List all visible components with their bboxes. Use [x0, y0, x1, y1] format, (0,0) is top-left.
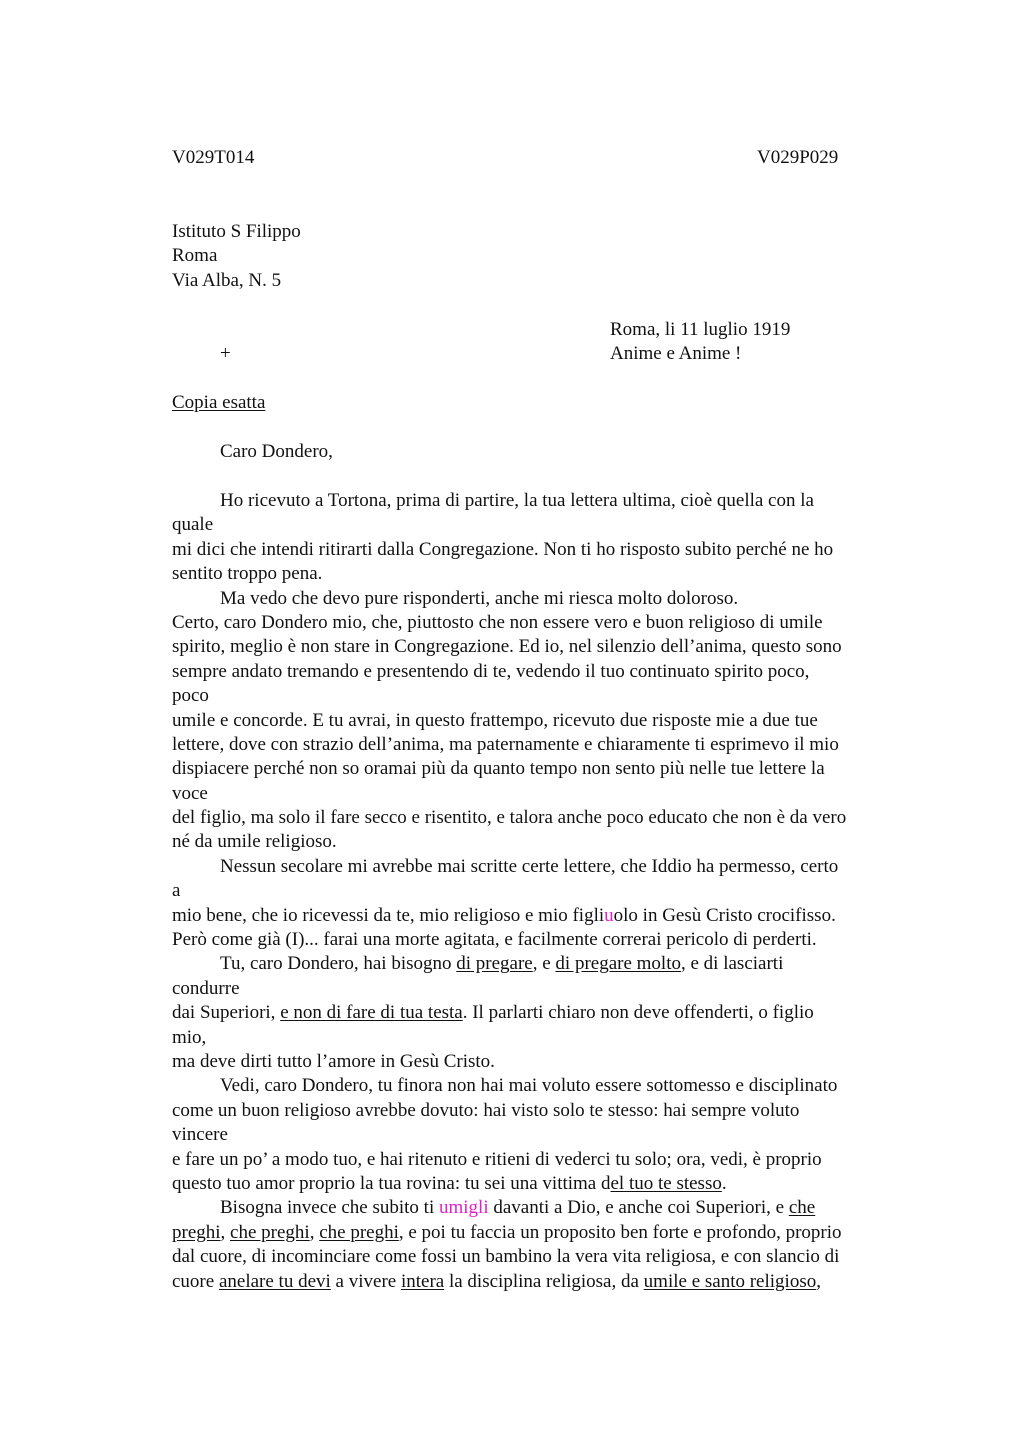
copy-note: Copia esatta — [172, 392, 266, 413]
body-line: Ho ricevuto a Tortona, prima di partire, la tua lettera ultima, cioè quella con la — [220, 490, 814, 511]
body-line: quale — [172, 514, 214, 536]
underlined-phrase: intera — [400, 1270, 445, 1292]
body-line: Certo, caro Dondero mio, che, piuttosto che non essere vero e buon religioso di umile — [172, 611, 823, 633]
body-line: vincere — [172, 1124, 228, 1146]
text-run: , e — [532, 953, 556, 975]
body-line — [172, 1196, 912, 1220]
text-run: , — [816, 1270, 821, 1292]
body-line: voce — [172, 782, 208, 804]
body-line: Vedi, caro Dondero, tu finora non hai mai voluto essere sottomesso e disciplinato — [220, 1075, 838, 1097]
underlined-phrase: di pregare molto — [555, 953, 681, 975]
letter-motto: Anime e Anime ! — [610, 343, 742, 364]
body-line: Ma vedo che devo pure risponderti, anche mi riesca molto doloroso. — [220, 587, 739, 609]
text-run: Tu, caro Dondero, hai bisogno — [220, 953, 457, 975]
text-run: . — [721, 1172, 727, 1194]
text-run: Bisogna invece che subito ti — [220, 1197, 439, 1219]
text-run: , — [309, 1221, 320, 1243]
body-line: mi dici che intendi ritirarti dalla Congregazione. Non ti ho risposto subito perché ne ho — [172, 538, 834, 560]
body-line: Però come già (I)... farai una morte agitata, e facilmente correrai pericolo di perderti. — [172, 929, 817, 951]
body-line — [172, 1172, 912, 1196]
underlined-phrase: e non di fare di tua testa — [280, 1002, 463, 1024]
text-run: mio bene, che io ricevessi da te, mio religioso e mio figli — [172, 904, 605, 926]
underlined-phrase: el tuo te stesso — [610, 1172, 722, 1194]
underlined-phrase: umile e santo religioso — [643, 1270, 817, 1292]
body-line: del figlio, ma solo il fare secco e risentito, e talora anche poco educato che non è da vero — [172, 807, 847, 829]
letter-date: Roma, li 11 luglio 1919 — [610, 319, 791, 340]
body-line: umile e concorde. E tu avrai, in questo frattempo, ricevuto due risposte mie a due tue — [172, 709, 818, 731]
body-line: e fare un po’ a modo tuo, e hai ritenuto e ritieni di vederci tu solo; ora, vedi, è proprio — [172, 1148, 822, 1170]
body-line: mio, — [172, 1026, 207, 1048]
body-line — [172, 1270, 912, 1294]
sender-name: Istituto S Filippo — [172, 221, 301, 242]
salutation: Caro Dondero, — [220, 441, 333, 462]
archive-code-right: V029P029 — [757, 147, 839, 168]
body-line: né da umile religioso. — [172, 831, 337, 853]
text-run: a vivere — [330, 1270, 401, 1292]
text-run: cuore — [172, 1270, 219, 1292]
text-run: la disciplina religiosa, da — [444, 1270, 644, 1292]
text-run: . Il parlarti chiaro non deve offenderti, o figlio — [462, 1002, 814, 1024]
underlined-phrase: che preghi — [230, 1221, 310, 1243]
text-run: , e poi tu faccia un proposito ben forte e profondo, proprio — [398, 1221, 842, 1243]
sender-city: Roma — [172, 245, 218, 266]
underlined-phrase: di pregare — [456, 953, 533, 975]
text-run: , e di lasciarti — [681, 953, 784, 975]
body-line: ma deve dirti tutto l’amore in Gesù Cristo. — [172, 1050, 495, 1072]
body-line: sempre andato tremando e presentendo di te, vedendo il tuo continuato spirito poco, — [172, 660, 810, 682]
archive-code-left: V029T014 — [172, 147, 255, 168]
highlighted-letter: u — [604, 904, 614, 926]
sender-address: Via Alba, N. 5 — [172, 270, 282, 291]
body-line — [172, 904, 912, 928]
text-run: davanti a Dio, e anche coi Superiori, e — [488, 1197, 789, 1219]
body-line: lettere, dove con strazio dell’anima, ma paternamente e chiaramente ti esprimevo il mio — [172, 733, 839, 755]
body-line — [172, 1001, 912, 1025]
cross-mark: + — [220, 343, 231, 364]
body-line: sentito troppo pena. — [172, 563, 323, 585]
letter-body — [172, 489, 912, 1294]
underlined-phrase: preghi — [172, 1221, 221, 1243]
text-run: olo in Gesù Cristo crocifisso. — [613, 904, 836, 926]
body-line — [172, 952, 912, 976]
body-line: Nessun secolare mi avrebbe mai scritte certe lettere, che Iddio ha permesso, certo — [220, 855, 839, 877]
body-line: dal cuore, di incominciare come fossi un bambino la vera vita religiosa, e con slancio di — [172, 1246, 840, 1268]
body-line: dispiacere perché non so oramai più da quanto tempo non sento più nelle tue lettere la — [172, 758, 825, 780]
highlighted-word: umigli — [438, 1197, 489, 1219]
body-line: condurre — [172, 977, 240, 999]
body-line — [172, 1221, 912, 1245]
underlined-phrase: che preghi — [319, 1221, 399, 1243]
text-run: questo tuo amor proprio la tua rovina: tu sei una vittima d — [172, 1172, 611, 1194]
text-run: , — [220, 1221, 231, 1243]
body-line: come un buon religioso avrebbe dovuto: hai visto solo te stesso: hai sempre voluto — [172, 1099, 800, 1121]
body-line: spirito, meglio è non stare in Congregazione. Ed io, nel silenzio dell’anima, questo sono — [172, 636, 842, 658]
text-run: dai Superiori, — [172, 1002, 281, 1024]
underlined-phrase: che — [788, 1197, 816, 1219]
underlined-phrase: anelare tu devi — [218, 1270, 331, 1292]
body-line: a — [172, 880, 181, 902]
body-line: poco — [172, 685, 209, 707]
